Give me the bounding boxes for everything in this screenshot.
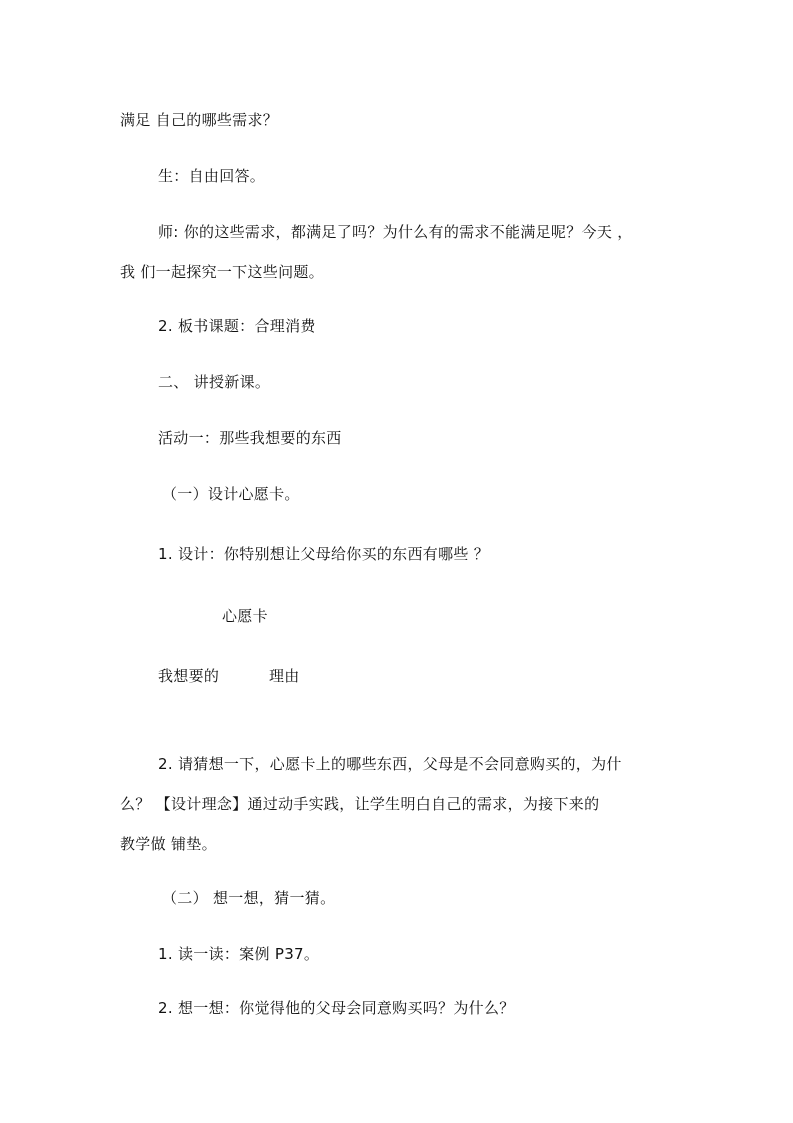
paragraph-line: 我 们一起探究一下这些问题。 <box>120 263 324 281</box>
activity-heading: 活动一：那些我想要的东西 <box>158 429 342 447</box>
paragraph-line: 2. 板书课题：合理消费 <box>158 317 316 335</box>
paragraph-line: 么？ 【设计理念】通过动手实践，让学生明白自己的需求，为接下来的 <box>120 795 600 813</box>
paragraph-line: 满足 自己的哪些需求？ <box>120 111 279 129</box>
paragraph-line: 1. 读一读：案例 P37。 <box>158 945 320 963</box>
wish-card-column-reason: 理由 <box>269 667 300 685</box>
subsection-heading: （二） 想一想，猜一猜。 <box>162 889 336 907</box>
section-heading: 二、 讲授新课。 <box>158 373 271 391</box>
paragraph-line: 师: 你的这些需求，都满足了吗？为什么有的需求不能满足呢？今天 ， <box>158 223 633 241</box>
paragraph-line: 1. 设计：你特别想让父母给你买的东西有哪些 ？ <box>158 545 490 563</box>
paragraph-line: 生：自由回答。 <box>158 167 266 185</box>
paragraph-line: 2. 想一想：你觉得他的父母会同意购买吗？为什么？ <box>158 999 515 1017</box>
paragraph-line: 2. 请猜想一下，心愿卡上的哪些东西，父母是不会同意购买的，为什 <box>158 755 622 773</box>
wish-card-column-want: 我想要的 <box>158 667 220 685</box>
paragraph-line: 教学做 铺垫。 <box>120 835 217 853</box>
subsection-heading: （一）设计心愿卡。 <box>162 485 300 503</box>
wish-card-title: 心愿卡 <box>222 607 268 625</box>
